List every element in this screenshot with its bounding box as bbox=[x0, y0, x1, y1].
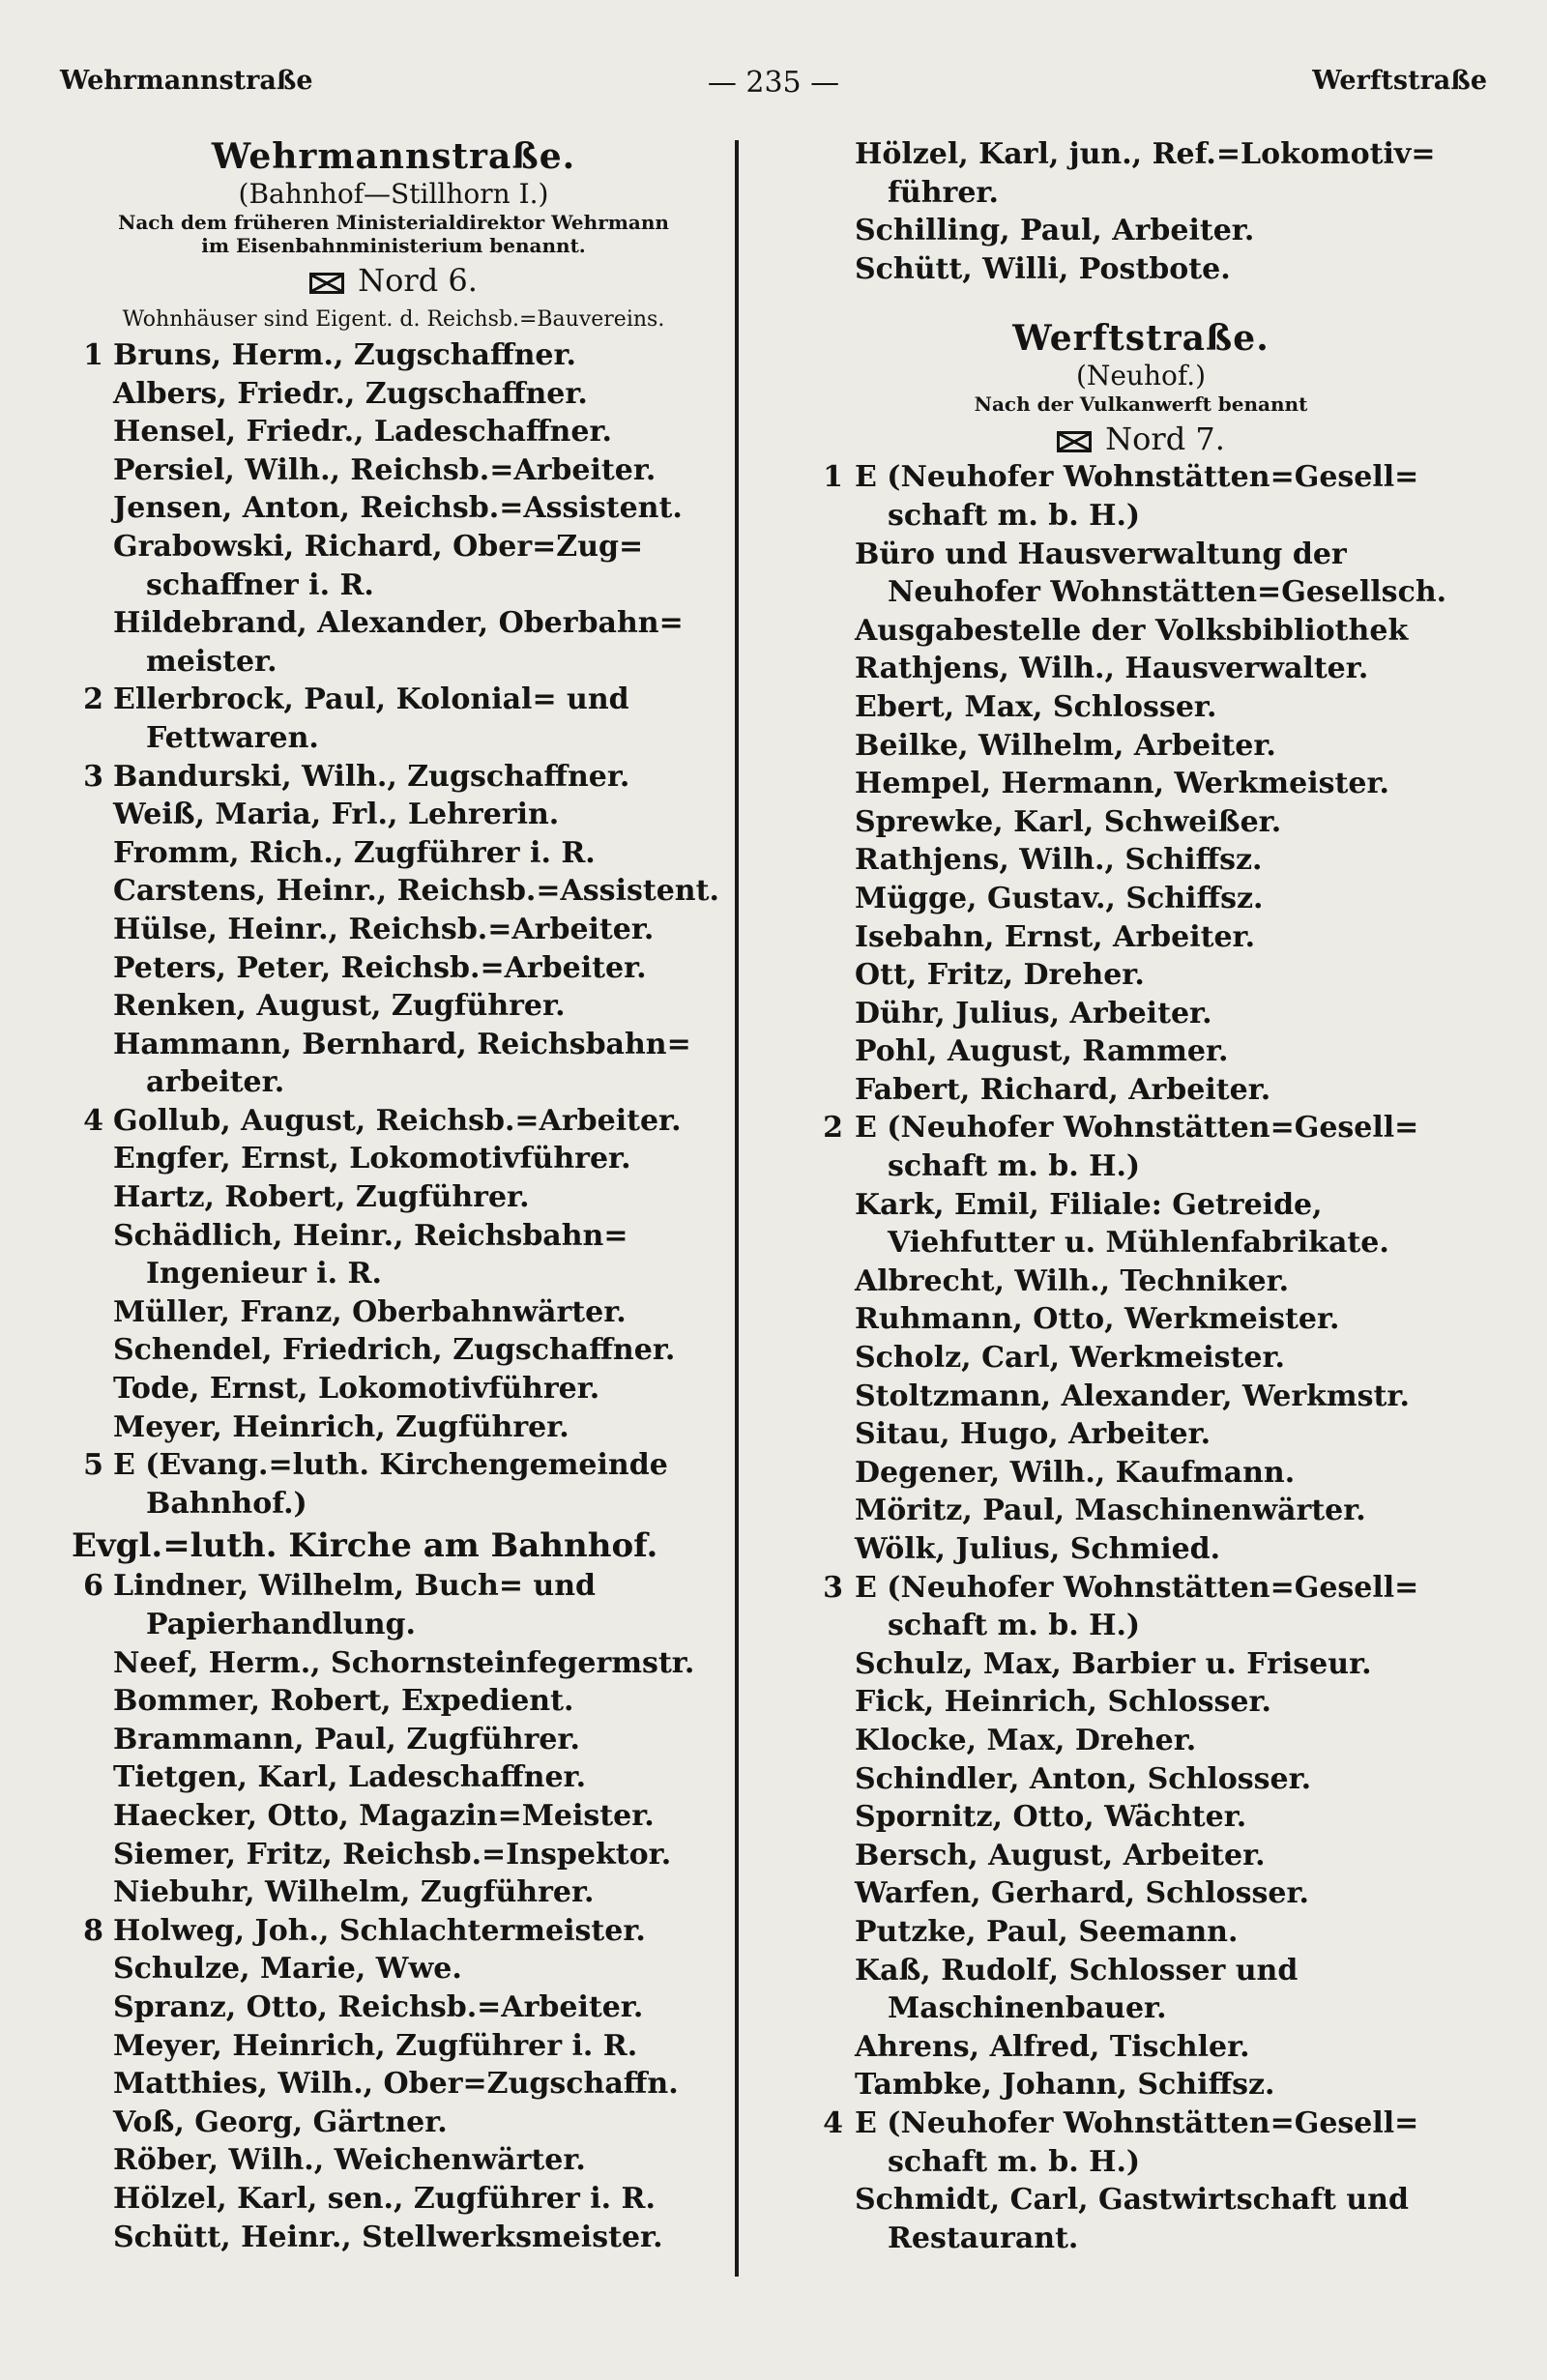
entry-continuation: schaft m. b. H.) bbox=[888, 498, 1141, 533]
list-item bbox=[793, 1760, 1489, 1799]
entry-text: E (Neuhofer Wohnstätten=Gesell= bbox=[855, 2105, 1419, 2140]
house-number: 3 bbox=[83, 759, 103, 794]
list-item bbox=[793, 765, 1489, 803]
list-item bbox=[793, 2104, 1489, 2181]
entry-text: Bandurski, Wilh., Zugschaffner. bbox=[113, 759, 630, 794]
list-item bbox=[60, 1370, 727, 1408]
list-item bbox=[60, 1912, 727, 1951]
house-number: 2 bbox=[83, 682, 103, 717]
entry-text: Pohl, August, Rammer. bbox=[855, 1034, 1229, 1069]
list-item bbox=[60, 1293, 727, 1332]
street-title-2: Werftstraße. bbox=[1012, 318, 1270, 360]
entry-continuation: schaft m. b. H.) bbox=[888, 1149, 1141, 1184]
wehrmannstrasse-heading bbox=[60, 135, 727, 336]
entry-text: Niebuhr, Wilhelm, Zugführer. bbox=[113, 1875, 595, 1910]
entry-continuation: Neuhofer Wohnstätten=Gesellsch. bbox=[888, 575, 1447, 610]
list-item bbox=[793, 1530, 1489, 1569]
entry-text: Persiel, Wilh., Reichsb.=Arbeiter. bbox=[113, 452, 657, 487]
entry-text: Hölzel, Karl, jun., Ref.=Lokomotiv= bbox=[855, 137, 1436, 171]
list-item bbox=[793, 612, 1489, 651]
list-item bbox=[60, 1102, 727, 1141]
list-item bbox=[793, 1569, 1489, 1645]
list-item bbox=[60, 1758, 727, 1797]
entry-text: Warfen, Gerhard, Schlosser. bbox=[855, 1876, 1309, 1911]
entry-text: Meyer, Heinrich, Zugführer i. R. bbox=[113, 2028, 638, 2063]
list-item bbox=[793, 1913, 1489, 1952]
entry-text: E (Evang.=luth. Kirchengemeinde bbox=[113, 1448, 668, 1483]
list-item bbox=[793, 1378, 1489, 1416]
list-item bbox=[793, 841, 1489, 880]
list-item bbox=[793, 1109, 1489, 1185]
entry-text: Ausgabestelle der Volksbibliothek bbox=[855, 613, 1409, 648]
entry-text: Engfer, Ernst, Lokomotivführer. bbox=[113, 1142, 631, 1176]
list-item bbox=[60, 1567, 727, 1643]
list-item bbox=[60, 1331, 727, 1370]
entry-text: Degener, Wilh., Kaufmann. bbox=[855, 1455, 1296, 1490]
entry-text: Brammann, Paul, Zugführer. bbox=[113, 1722, 580, 1756]
resident-list-continued bbox=[793, 135, 1489, 288]
list-item bbox=[793, 880, 1489, 918]
entry-text: Hempel, Hermann, Werkmeister. bbox=[855, 767, 1389, 801]
entry-text: Schindler, Anton, Schlosser. bbox=[855, 1761, 1312, 1796]
list-item bbox=[793, 1874, 1489, 1913]
list-item bbox=[60, 1408, 727, 1447]
list-item bbox=[60, 872, 727, 911]
list-item bbox=[60, 758, 727, 797]
entry-text: Ebert, Max, Schlosser. bbox=[855, 689, 1217, 724]
entry-text: Ruhmann, Otto, Werkmeister. bbox=[855, 1302, 1340, 1337]
house-number: 5 bbox=[83, 1448, 103, 1483]
entry-text: Gollub, August, Reichsb.=Arbeiter. bbox=[113, 1103, 682, 1138]
entry-continuation: schaffner i. R. bbox=[146, 567, 374, 602]
entry-text: Fick, Heinrich, Schlosser. bbox=[855, 1685, 1271, 1720]
list-item bbox=[793, 250, 1489, 289]
house-number: 2 bbox=[823, 1111, 843, 1146]
list-item bbox=[60, 1644, 727, 1683]
list-item bbox=[793, 1683, 1489, 1722]
entry-continuation: Fettwaren. bbox=[146, 720, 319, 755]
list-item bbox=[60, 1446, 727, 1523]
list-item bbox=[60, 796, 727, 834]
resident-list-2 bbox=[60, 1567, 727, 2256]
list-item bbox=[60, 681, 727, 757]
entry-text: Kaß, Rudolf, Schlosser und bbox=[855, 1953, 1299, 1988]
street-name-origin: Nach dem früheren Ministerialdirektor Wehrmann bbox=[118, 211, 669, 234]
house-number: 8 bbox=[83, 1913, 103, 1948]
list-item bbox=[60, 1721, 727, 1759]
postal-district bbox=[60, 261, 727, 300]
list-item bbox=[793, 2066, 1489, 2104]
house-number: 4 bbox=[83, 1103, 103, 1138]
entry-continuation: schaft m. b. H.) bbox=[888, 2144, 1141, 2179]
entry-text: Hülse, Heinr., Reichsb.=Arbeiter. bbox=[113, 912, 655, 946]
postal-district-2 bbox=[793, 420, 1489, 458]
entry-text: Bersch, August, Arbeiter. bbox=[855, 1838, 1266, 1872]
entry-text: Siemer, Fritz, Reichsb.=Inspektor. bbox=[113, 1837, 672, 1872]
entry-text: Ellerbrock, Paul, Kolonial= und bbox=[113, 682, 629, 717]
house-number: 1 bbox=[83, 338, 103, 372]
entry-text: Schulze, Marie, Wwe. bbox=[113, 1952, 462, 1987]
list-item bbox=[793, 727, 1489, 766]
list-item bbox=[60, 604, 727, 681]
house-number: 6 bbox=[83, 1569, 103, 1604]
entry-text: Schilling, Paul, Arbeiter. bbox=[855, 214, 1255, 248]
list-item bbox=[60, 1836, 727, 1874]
entry-continuation: führer. bbox=[888, 175, 999, 210]
list-item bbox=[793, 650, 1489, 688]
header-right-street: Werftstraße bbox=[1312, 66, 1487, 96]
list-item bbox=[793, 2181, 1489, 2257]
street-name-origin-3: Nach der Vulkanwerft benannt bbox=[974, 392, 1308, 417]
entry-text: Ott, Fritz, Dreher. bbox=[855, 958, 1145, 993]
entry-text: Isebahn, Ernst, Arbeiter. bbox=[855, 919, 1256, 954]
entry-text: Beilke, Wilhelm, Arbeiter. bbox=[855, 728, 1276, 763]
entry-text: Stoltzmann, Alexander, Werkmstr. bbox=[855, 1379, 1410, 1413]
entry-continuation: meister. bbox=[146, 644, 277, 679]
list-item bbox=[60, 2180, 727, 2219]
entry-text: E (Neuhofer Wohnstätten=Gesell= bbox=[855, 1111, 1419, 1146]
list-item bbox=[793, 1837, 1489, 1875]
list-item bbox=[60, 1682, 727, 1721]
entry-text: Neef, Herm., Schornsteinfegermstr. bbox=[113, 1645, 695, 1680]
entry-text: Holweg, Joh., Schlachtermeister. bbox=[113, 1913, 646, 1948]
entry-text: Spranz, Otto, Reichsb.=Arbeiter. bbox=[113, 1989, 644, 2024]
entry-text: Hammann, Bernhard, Reichsbahn= bbox=[113, 1027, 691, 1061]
postal-district-label-2: Nord 7. bbox=[1105, 421, 1225, 458]
list-item bbox=[60, 489, 727, 528]
entry-text: Wölk, Julius, Schmied. bbox=[855, 1532, 1221, 1566]
list-item bbox=[793, 212, 1489, 250]
list-item bbox=[60, 1950, 727, 1988]
entry-text: Haecker, Otto, Magazin=Meister. bbox=[113, 1798, 655, 1833]
list-item bbox=[793, 688, 1489, 727]
entry-text: Dühr, Julius, Arbeiter. bbox=[855, 996, 1212, 1030]
entry-text: Weiß, Maria, Frl., Lehrerin. bbox=[113, 798, 560, 832]
list-item bbox=[793, 458, 1489, 535]
postal-district-label: Nord 6. bbox=[358, 262, 478, 299]
werftstrasse-heading bbox=[793, 317, 1489, 458]
house-number: 3 bbox=[823, 1570, 843, 1605]
list-item bbox=[793, 1798, 1489, 1837]
entry-text: Schendel, Friedrich, Zugschaffner. bbox=[113, 1333, 676, 1368]
list-item bbox=[793, 995, 1489, 1033]
entry-text: Schütt, Willi, Postbote. bbox=[855, 251, 1231, 286]
entry-text: Jensen, Anton, Reichsb.=Assistent. bbox=[113, 491, 683, 526]
entry-text: Hildebrand, Alexander, Oberbahn= bbox=[113, 606, 684, 641]
entry-text: Hensel, Friedr., Ladeschaffner. bbox=[113, 415, 612, 450]
entry-text: Klocke, Max, Dreher. bbox=[855, 1723, 1197, 1757]
entry-text: Möritz, Paul, Maschinenwärter. bbox=[855, 1494, 1366, 1528]
entry-text: Ahrens, Alfred, Tischler. bbox=[855, 2029, 1250, 2064]
list-item bbox=[793, 1645, 1489, 1684]
entry-text: E (Neuhofer Wohnstätten=Gesell= bbox=[855, 460, 1419, 495]
list-item bbox=[793, 1722, 1489, 1760]
entry-text: Kark, Emil, Filiale: Getreide, bbox=[855, 1187, 1323, 1222]
list-item bbox=[793, 135, 1489, 212]
list-item bbox=[793, 1300, 1489, 1339]
envelope-icon bbox=[1057, 431, 1092, 452]
list-item bbox=[793, 1186, 1489, 1263]
list-item bbox=[793, 1415, 1489, 1454]
list-item bbox=[60, 1217, 727, 1293]
entry-text: Schädlich, Heinr., Reichsbahn= bbox=[113, 1218, 628, 1253]
entry-continuation: Restaurant. bbox=[888, 2220, 1079, 2255]
entry-text: Meyer, Heinrich, Zugführer. bbox=[113, 1409, 569, 1444]
entry-text: Müller, Franz, Oberbahnwärter. bbox=[113, 1294, 627, 1329]
list-item bbox=[60, 451, 727, 490]
entry-text: Sitau, Hugo, Arbeiter. bbox=[855, 1417, 1211, 1452]
entry-continuation: Ingenieur i. R. bbox=[146, 1257, 382, 1292]
list-item bbox=[60, 911, 727, 949]
list-item bbox=[60, 528, 727, 604]
list-item bbox=[793, 1454, 1489, 1493]
ownership-note: Wohnhäuser sind Eigent. d. Reichsb.=Bauvereins. bbox=[122, 307, 665, 332]
entry-text: Tambke, Johann, Schiffsz. bbox=[855, 2068, 1275, 2103]
street-subtitle: (Bahnhof—Stillhorn I.) bbox=[238, 178, 549, 210]
list-item bbox=[60, 2065, 727, 2104]
running-header bbox=[60, 66, 1487, 104]
entry-continuation: Bahnhof.) bbox=[146, 1486, 307, 1521]
entry-text: Bommer, Robert, Expedient. bbox=[113, 1684, 574, 1719]
list-item bbox=[60, 1026, 727, 1102]
list-item bbox=[793, 536, 1489, 612]
envelope-icon bbox=[309, 273, 344, 294]
list-item bbox=[60, 1797, 727, 1836]
entry-text: Schulz, Max, Barbier u. Friseur. bbox=[855, 1646, 1372, 1681]
list-item bbox=[60, 987, 727, 1026]
entry-continuation: Viehfutter u. Mühlenfabrikate. bbox=[888, 1226, 1389, 1261]
entry-text: Albrecht, Wilh., Techniker. bbox=[855, 1263, 1290, 1298]
left-column bbox=[60, 135, 727, 2256]
list-item bbox=[793, 2028, 1489, 2067]
entry-text: Hölzel, Karl, sen., Zugführer i. R. bbox=[113, 2181, 656, 2216]
header-left-street: Wehrmannstraße bbox=[60, 66, 313, 96]
list-item bbox=[60, 949, 727, 988]
entry-continuation: Maschinenbauer. bbox=[888, 1991, 1167, 2026]
entry-continuation: schaft m. b. H.) bbox=[888, 1609, 1141, 1643]
list-item bbox=[60, 2141, 727, 2180]
resident-list bbox=[60, 336, 727, 1523]
entry-text: Scholz, Carl, Werkmeister. bbox=[855, 1341, 1285, 1376]
list-item bbox=[793, 803, 1489, 842]
entry-text: Renken, August, Zugführer. bbox=[113, 989, 566, 1024]
entry-text: Peters, Peter, Reichsb.=Arbeiter. bbox=[113, 950, 647, 985]
entry-text: Büro und Hausverwaltung der bbox=[855, 537, 1347, 571]
entry-text: Matthies, Wilh., Ober=Zugschaffn. bbox=[113, 2067, 679, 2102]
list-item bbox=[60, 2027, 727, 2066]
list-item bbox=[60, 1140, 727, 1178]
church-heading: Evgl.=luth. Kirche am Bahnhof. bbox=[72, 1526, 658, 1566]
entry-text: Tode, Ernst, Lokomotivführer. bbox=[113, 1372, 600, 1407]
right-column bbox=[793, 135, 1489, 2257]
entry-text: Sprewke, Karl, Schweißer. bbox=[855, 804, 1282, 839]
entry-text: Mügge, Gustav., Schiffsz. bbox=[855, 881, 1264, 915]
entry-text: Voß, Georg, Gärtner. bbox=[113, 2104, 448, 2139]
resident-list-werftstrasse bbox=[793, 458, 1489, 2257]
entry-continuation: arbeiter. bbox=[146, 1065, 285, 1100]
list-item bbox=[793, 1032, 1489, 1071]
list-item bbox=[793, 1952, 1489, 2028]
list-item bbox=[60, 1178, 727, 1217]
column-divider bbox=[735, 140, 739, 2277]
list-item bbox=[793, 1492, 1489, 1530]
list-item bbox=[60, 375, 727, 414]
entry-text: Putzke, Paul, Seemann. bbox=[855, 1914, 1239, 1949]
entry-text: Lindner, Wilhelm, Buch= und bbox=[113, 1569, 596, 1604]
entry-continuation: Papierhandlung. bbox=[146, 1608, 416, 1641]
list-item bbox=[793, 918, 1489, 957]
entry-text: Fabert, Richard, Arbeiter. bbox=[855, 1072, 1271, 1107]
entry-text: Schmidt, Carl, Gastwirtschaft und bbox=[855, 2183, 1409, 2218]
entry-text: E (Neuhofer Wohnstätten=Gesell= bbox=[855, 1570, 1419, 1605]
list-item bbox=[793, 1263, 1489, 1301]
entry-text: Schütt, Heinr., Stellwerksmeister. bbox=[113, 2220, 663, 2254]
entry-text: Albers, Friedr., Zugschaffner. bbox=[113, 376, 588, 411]
entry-text: Röber, Wilh., Weichenwärter. bbox=[113, 2143, 586, 2178]
list-item bbox=[60, 413, 727, 451]
entry-text: Fromm, Rich., Zugführer i. R. bbox=[113, 835, 596, 870]
entry-text: Rathjens, Wilh., Schiffsz. bbox=[855, 843, 1263, 878]
entry-text: Hartz, Robert, Zugführer. bbox=[113, 1180, 530, 1215]
entry-text: Rathjens, Wilh., Hausverwalter. bbox=[855, 652, 1369, 686]
street-subtitle-2: (Neuhof.) bbox=[1075, 360, 1207, 392]
list-item bbox=[60, 2219, 727, 2257]
list-item bbox=[60, 336, 727, 375]
list-item bbox=[793, 956, 1489, 995]
page-number: — 235 — bbox=[707, 66, 840, 100]
list-item bbox=[60, 1988, 727, 2027]
list-item bbox=[60, 2104, 727, 2142]
entry-text: Carstens, Heinr., Reichsb.=Assistent. bbox=[113, 874, 719, 909]
list-item bbox=[793, 1071, 1489, 1110]
house-number: 1 bbox=[823, 460, 843, 495]
entry-text: Bruns, Herm., Zugschaffner. bbox=[113, 338, 576, 372]
street-title: Wehrmannstraße. bbox=[211, 136, 576, 177]
house-number: 4 bbox=[823, 2105, 843, 2140]
list-item bbox=[60, 1873, 727, 1912]
entry-text: Grabowski, Richard, Ober=Zug= bbox=[113, 529, 644, 564]
entry-text: Spornitz, Otto, Wächter. bbox=[855, 1800, 1247, 1835]
entry-text: Tietgen, Karl, Ladeschaffner. bbox=[113, 1760, 587, 1795]
list-item bbox=[60, 834, 727, 873]
list-item bbox=[793, 1339, 1489, 1378]
street-name-origin-2: im Eisenbahnministerium benannt. bbox=[201, 234, 586, 257]
